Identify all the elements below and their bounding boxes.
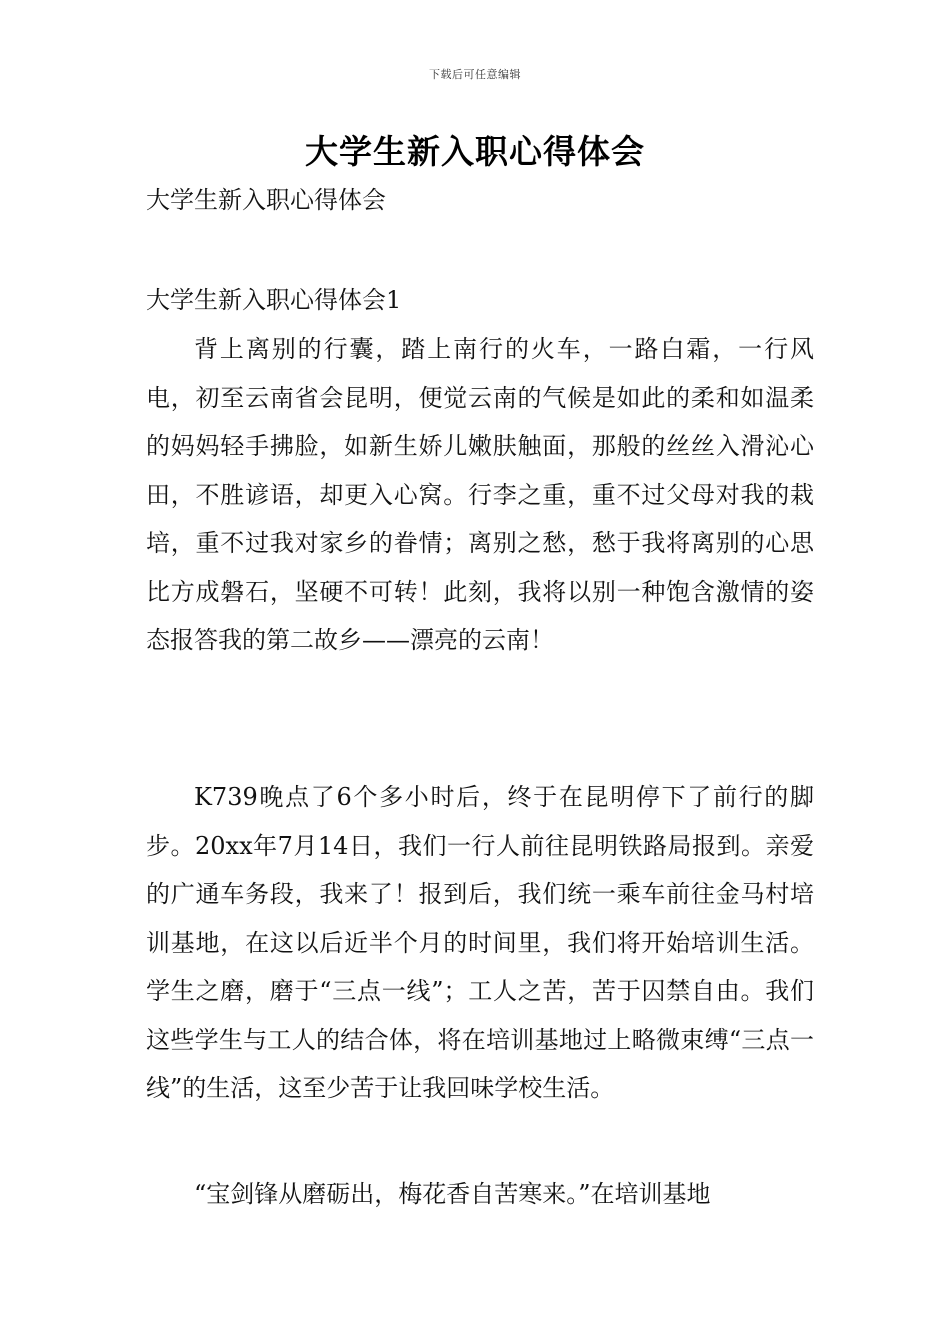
section-title: 大学生新入职心得体会1: [146, 286, 402, 314]
paragraph-1: 背上离别的行囊，踏上南行的火车，一路白霜，一行风电，初至云南省会昆明，便觉云南的气候是如此的柔和如温柔的妈妈轻手拂脸，如新生娇儿嫩肤触面，那般的丝丝入滑沁心田，不胜谚语，却更入心窝。行李之重，重不过父母对我的栽培，重不过我对家乡的眷情；离别之愁，愁于我将离别的心思比方成磐石，坚硬不可转！此刻，我将以别一种饱含激情的姿态报答我的第二故乡——漂亮的云南！: [146, 335, 814, 654]
header-note: 下载后可任意编辑: [429, 68, 521, 81]
paragraph-3: “宝剑锋从磨砺出，梅花香自苦寒来。”在培训基地: [194, 1180, 711, 1208]
document-title: 大学生新入职心得体会: [305, 132, 645, 171]
paragraph-2: K739晚点了6个多小时后，终于在昆明停下了前行的脚步。20xx年7月14日，我们一行人前往昆明铁路局报到。亲爱的广通车务段，我来了！报到后，我们统一乘车前往金马村培训基地，在这以后近半个月的时间里，我们将开始培训生活。学生之磨，磨于“三点一线”；工人之苦，苦于囚禁自由。我们这些学生与工人的结合体，将在培训基地过上略微束缚“三点一线”的生活，这至少苦于让我回味学校生活。: [146, 783, 814, 1102]
document-subtitle: 大学生新入职心得体会: [146, 186, 386, 214]
